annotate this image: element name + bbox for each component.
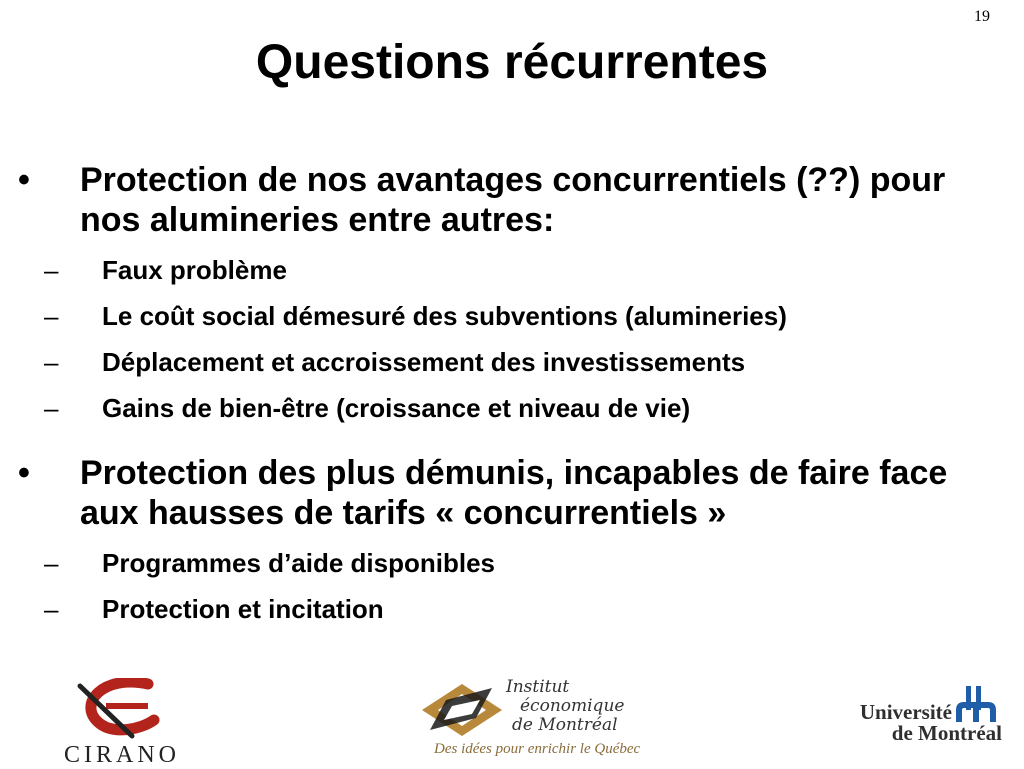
subitem-text: Déplacement et accroissement des investissements (102, 347, 746, 377)
udem-logo (832, 684, 1002, 750)
udem-wordmark (860, 702, 1002, 744)
subitem-1-4 (0, 393, 1024, 424)
bullet-marker: • (18, 454, 30, 492)
bullet-1-text: Protection de nos avantages concurrentiels (??) pour nos alumineries entre autres: (80, 161, 946, 239)
iem-line-3: de Montréal (512, 715, 618, 735)
iem-emblem-icon (418, 678, 508, 740)
subitem-text: Protection et incitation (102, 594, 384, 624)
dash-marker: – (44, 393, 59, 423)
slide-number: 19 (974, 8, 990, 25)
cirano-wordmark: CIRANO (63, 742, 180, 768)
udem-line-1: Université (859, 700, 952, 724)
slide-content (0, 160, 1024, 625)
iem-tagline: Des idées pour enrichir le Québec (434, 741, 641, 757)
footer-logos (0, 670, 1024, 768)
subitem-2-1 (0, 548, 1024, 579)
udem-line-2: de Montréal (891, 721, 1002, 745)
dash-marker: – (44, 548, 59, 578)
subitem-1-1 (0, 255, 1024, 286)
subitem-1-2 (0, 301, 1024, 332)
bullet-1 (0, 160, 1024, 240)
group-spacer (0, 424, 1024, 453)
dash-marker: – (44, 255, 59, 285)
bullet-2-text: Protection des plus démunis, incapables de faire face aux hausses de tarifs « concurrentiels » (80, 454, 948, 532)
iem-line-1: Institut (506, 677, 570, 697)
iem-line-2: économique (520, 696, 625, 716)
iem-logo (418, 677, 641, 762)
subitem-text: Faux problème (102, 255, 287, 285)
dash-marker: – (44, 301, 59, 331)
bullet-2 (0, 453, 1024, 533)
subitem-text: Le coût social démesuré des subventions (alumineries) (102, 301, 787, 331)
iem-name (506, 678, 624, 735)
dash-marker: – (44, 594, 59, 624)
bullet-marker: • (18, 161, 30, 199)
cirano-logo (36, 678, 208, 768)
dash-marker: – (44, 347, 59, 377)
cirano-emblem-icon (36, 678, 208, 742)
slide-title: Questions récurrentes (255, 36, 769, 89)
subitem-text: Gains de bien-être (croissance et niveau de vie) (102, 393, 691, 423)
subitem-1-3 (0, 347, 1024, 378)
subitem-text: Programmes d’aide disponibles (102, 548, 495, 578)
subitem-2-2 (0, 594, 1024, 625)
